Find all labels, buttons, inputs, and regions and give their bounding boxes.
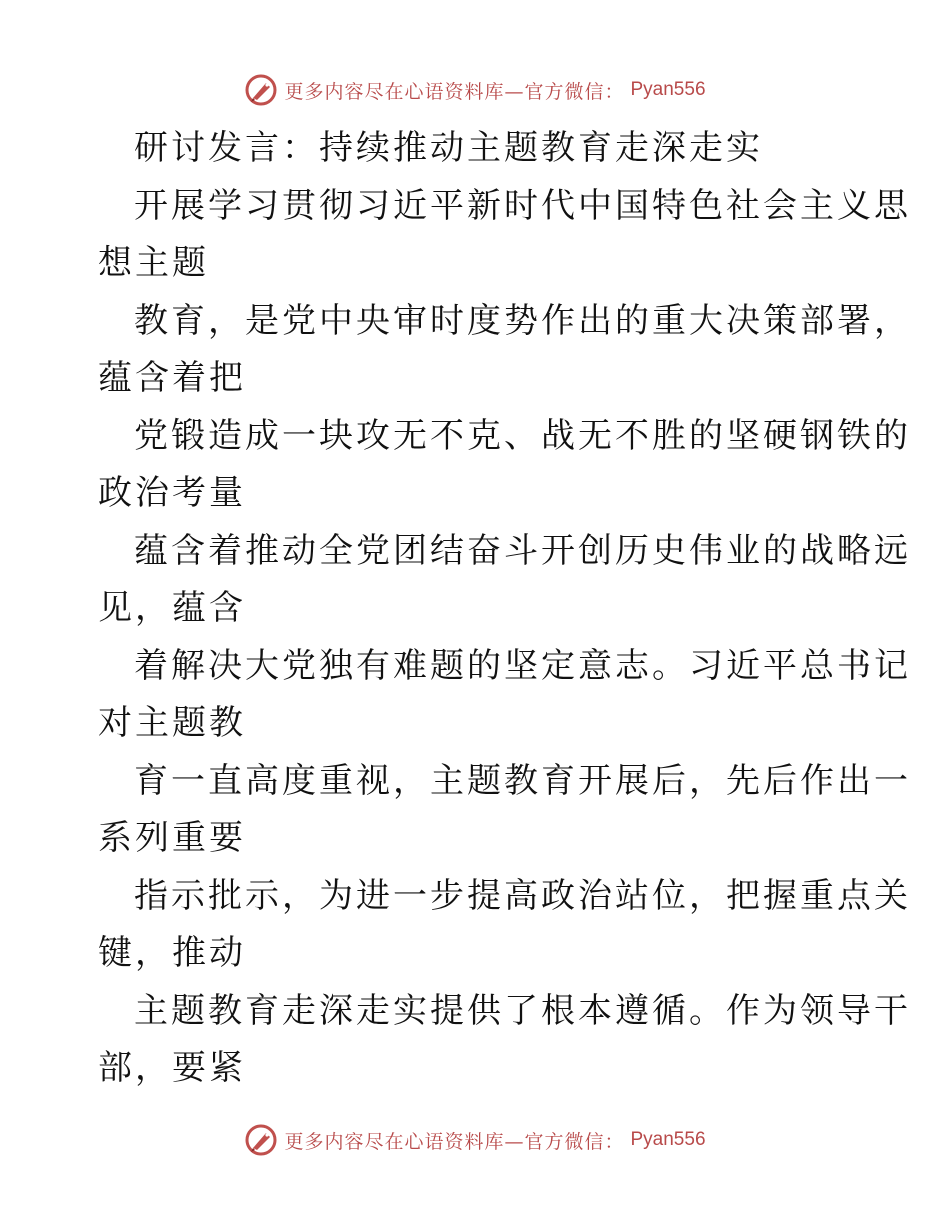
text-line: 键，推动 bbox=[98, 933, 246, 973]
text-line: 研讨发言：持续推动主题教育走深走实 bbox=[134, 128, 763, 168]
text-line: 政治考量 bbox=[98, 473, 246, 513]
banner-wechat-id: Pyan556 bbox=[630, 1129, 706, 1150]
footer-banner bbox=[0, 1120, 950, 1160]
text-line: 着解决大党独有难题的坚定意志。习近平总书记 bbox=[134, 645, 911, 686]
banner-text: 更多内容尽在心语资料库—官方微信： bbox=[284, 80, 625, 103]
text-line: 开展学习贯彻习近平新时代中国特色社会主义思 bbox=[134, 185, 911, 226]
header-banner bbox=[0, 70, 950, 110]
document-body bbox=[98, 120, 911, 1098]
text-line: 见，蕴含 bbox=[98, 588, 246, 628]
text-line: 指示批示，为进一步提高政治站位，把握重点关 bbox=[134, 875, 911, 916]
text-line: 党锻造成一块攻无不克、战无不胜的坚硬钢铁的 bbox=[134, 415, 911, 456]
banner-wechat-id: Pyan556 bbox=[630, 79, 706, 100]
pen-nib-logo-icon bbox=[244, 1123, 278, 1157]
text-line: 教育，是党中央审时度势作出的重大决策部署， bbox=[134, 300, 911, 341]
text-line: 育一直高度重视，主题教育开展后，先后作出一 bbox=[134, 760, 911, 801]
text-line: 系列重要 bbox=[98, 818, 246, 858]
pen-nib-logo-icon bbox=[244, 73, 278, 107]
text-line: 部，要紧 bbox=[98, 1048, 246, 1088]
text-line: 对主题教 bbox=[98, 703, 246, 743]
text-line: 蕴含着把 bbox=[98, 358, 246, 398]
text-line: 蕴含着推动全党团结奋斗开创历史伟业的战略远 bbox=[134, 530, 911, 571]
banner-text: 更多内容尽在心语资料库—官方微信： bbox=[284, 1130, 625, 1153]
text-line: 主题教育走深走实提供了根本遵循。作为领导干 bbox=[134, 990, 911, 1031]
text-line: 想主题 bbox=[98, 243, 209, 283]
